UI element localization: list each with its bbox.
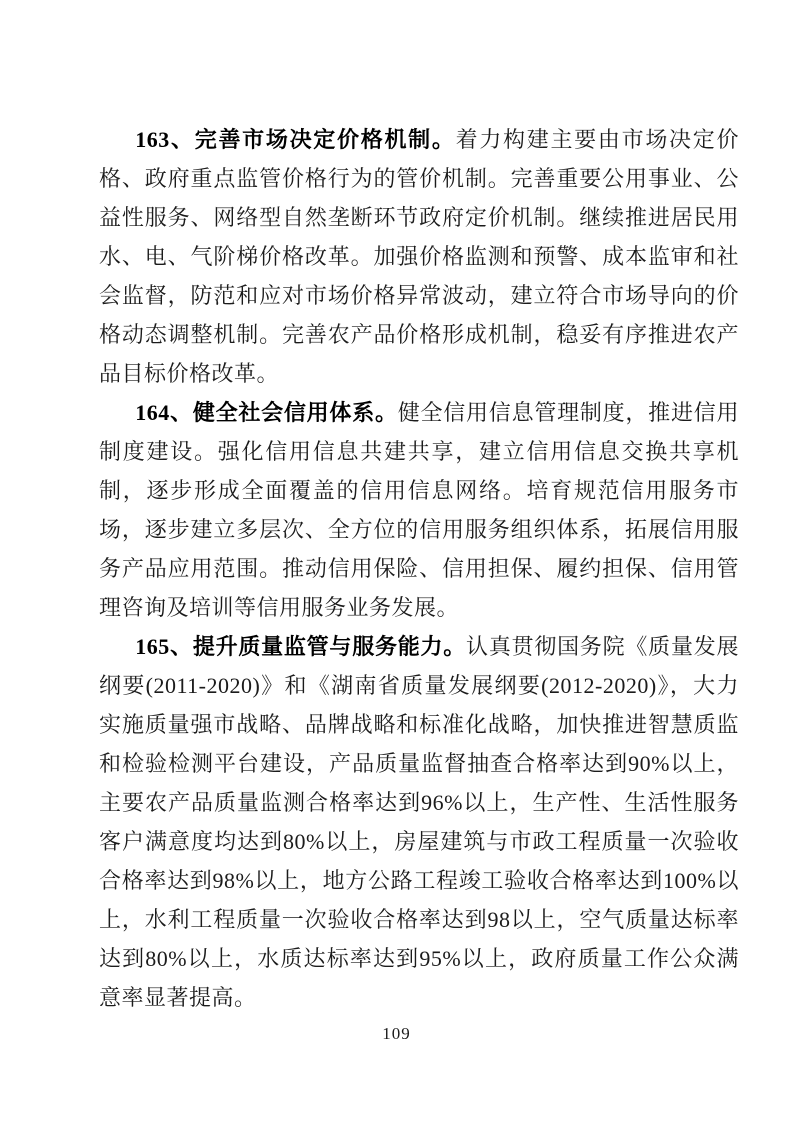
paragraph-164-heading: 164、健全社会信用体系。 [135,400,398,425]
paragraph-163 [99,120,739,393]
document-body [99,120,739,1017]
paragraph-164-text: 健全信用信息管理制度，推进信用制度建设。强化信用信息共建共享，建立信用信息交换共享机制，逐步形成全面覆盖的信用信息网络。培育规范信用服务市场，逐步建立多层次、全方位的信用服务组织体系，拓展信用服务产品应用范围。推动信用保险、信用担保、履约担保、信用管理咨询及培训等信用服务业务发展。 [99,400,739,620]
page-number: 109 [382,1024,411,1043]
paragraph-163-heading: 163、完善市场决定价格机制。 [135,127,456,152]
paragraph-165 [99,627,739,1017]
paragraph-163-text: 着力构建主要由市场决定价格、政府重点监管价格行为的管价机制。完善重要公用事业、公益性服务、网络型自然垄断环节政府定价机制。继续推进居民用水、电、气阶梯价格改革。加强价格监测和预警、成本监审和社会监督，防范和应对市场价格异常波动，建立符合市场导向的价格动态调整机制。完善农产品价格形成机制，稳妥有序推进农产品目标价格改革。 [99,127,739,386]
paragraph-165-heading: 165、提升质量监管与服务能力。 [135,634,467,659]
paragraph-165-text: 认真贯彻国务院《质量发展纲要(2011-2020)》和《湖南省质量发展纲要(2012-2020)》，大力实施质量强市战略、品牌战略和标准化战略，加快推进智慧质监和检验检测平台建设，产品质量监督抽查合格率达到90%以上，主要农产品质量监测合格率达到96%以上，生产性、生活性服务客户满意度均达到80%以上，房屋建筑与市政工程质量一次验收合格率达到98%以上，地方公路工程竣工验收合格率达到100%以上，水利工程质量一次验收合格率达到98以上，空气质量达标率达到80%以上，水质达标率达到95%以上，政府质量工作公众满意率显著提高。 [99,634,739,1010]
paragraph-164 [99,393,739,627]
